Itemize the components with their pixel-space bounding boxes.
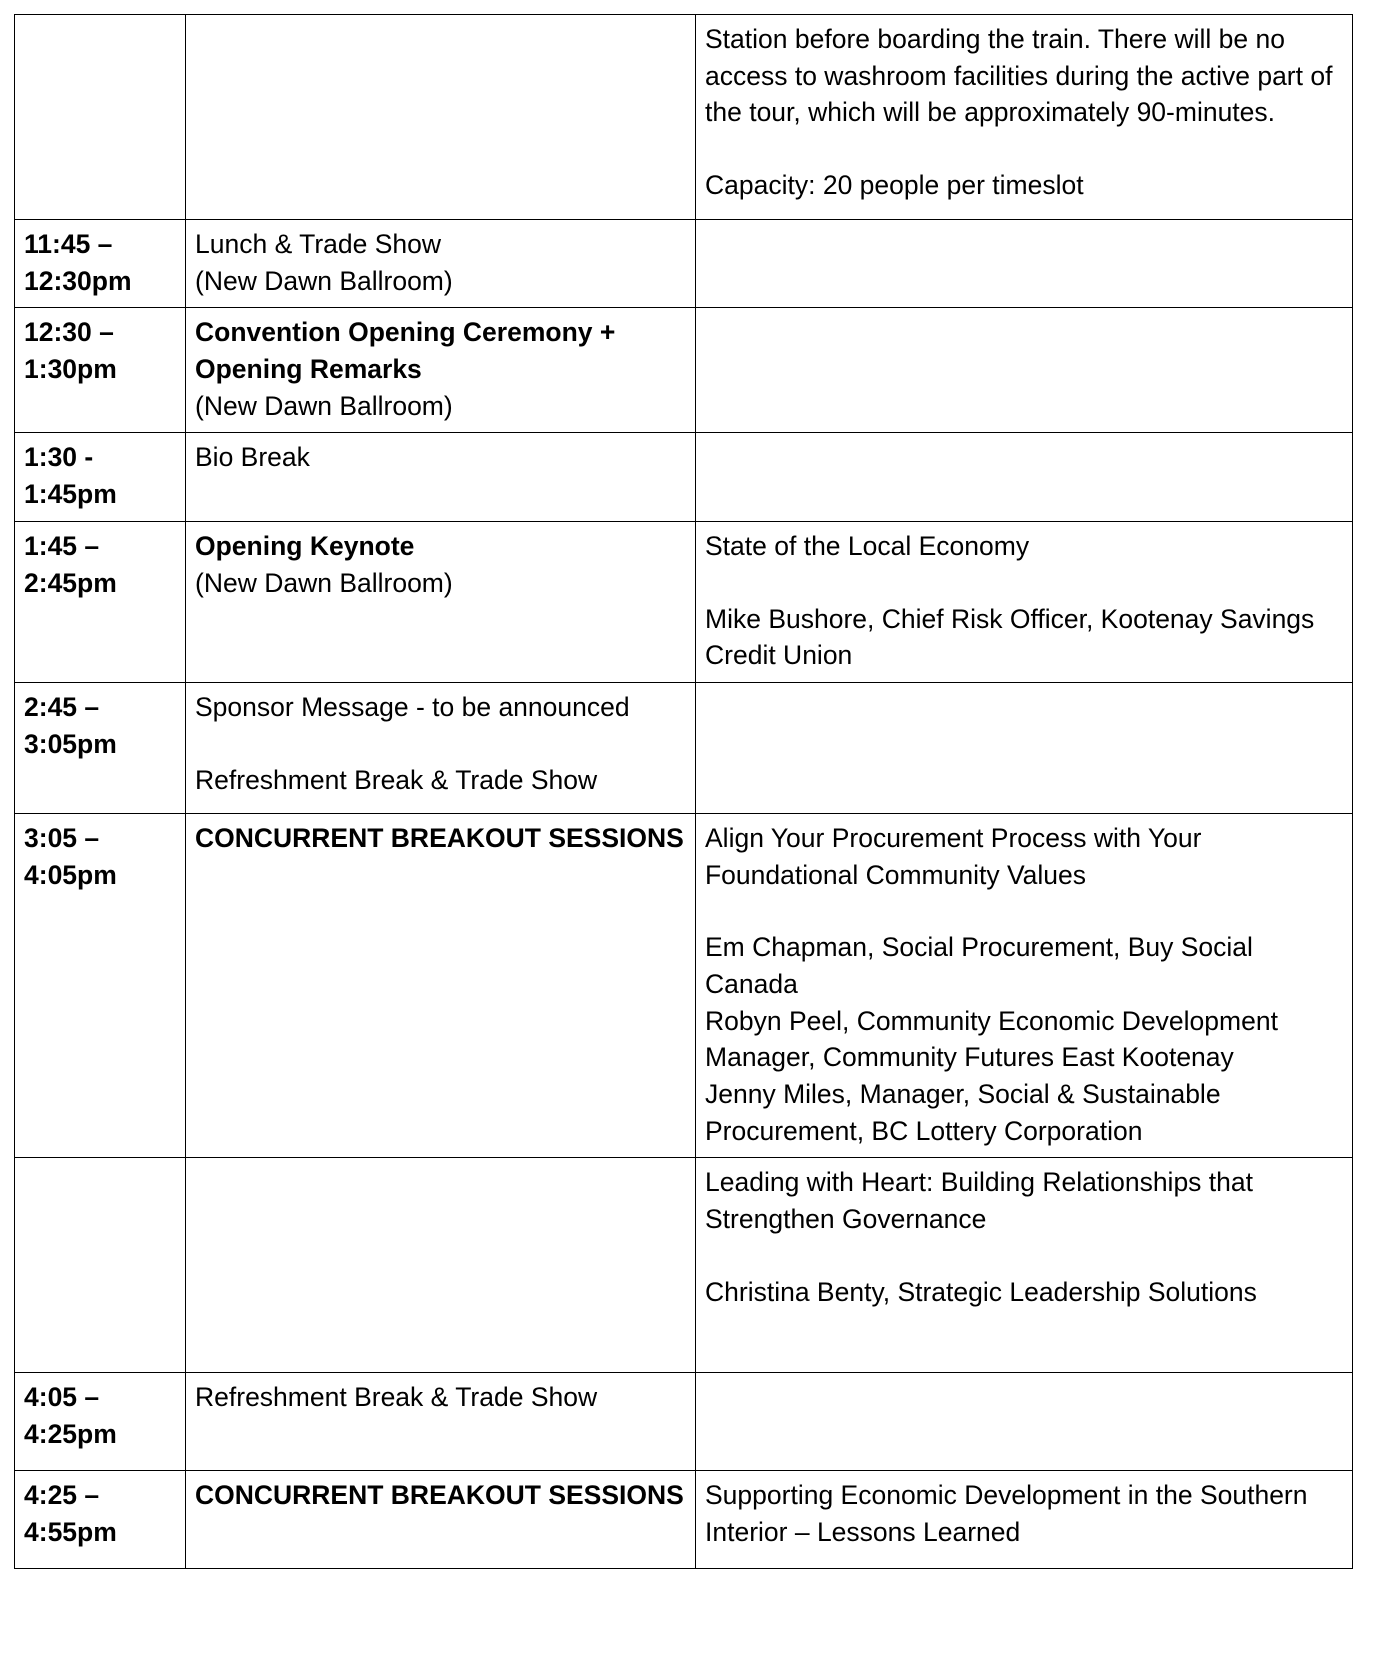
schedule-time-cell xyxy=(15,1471,186,1569)
cell-text-line: Mike Bushore, Chief Risk Officer, Kootenay Savings Credit Union xyxy=(705,603,1322,671)
cell-text-line xyxy=(705,565,1343,601)
schedule-time-cell xyxy=(15,220,186,308)
cell-text-line: 11:45 – xyxy=(24,229,113,259)
cell-text-line: Opening Keynote xyxy=(195,530,415,561)
cell-text-line: (New Dawn Ballroom) xyxy=(195,390,453,421)
cell-text-line: 4:05 – xyxy=(24,1382,100,1413)
schedule-title-cell xyxy=(186,15,696,220)
schedule-detail-cell xyxy=(696,682,1353,813)
cell-text-line: 1:45pm xyxy=(24,479,117,510)
table-row xyxy=(15,220,1353,308)
table-row xyxy=(15,521,1353,682)
cell-text-line xyxy=(195,726,686,762)
cell-text-line: Sponsor Message - to be announced xyxy=(195,691,630,722)
schedule-detail-cell xyxy=(696,521,1353,682)
schedule-title-cell xyxy=(186,220,696,308)
schedule-title-cell xyxy=(186,1373,696,1471)
schedule-time-cell xyxy=(15,521,186,682)
table-row xyxy=(15,1373,1353,1471)
schedule-table xyxy=(14,14,1353,1569)
cell-text-line: 3:05 – xyxy=(24,822,100,853)
cell-text-line: 3:05pm xyxy=(24,728,117,759)
cell-text-line: Christina Benty, Strategic Leadership Solutions xyxy=(705,1276,1257,1307)
cell-text-line: CONCURRENT BREAKOUT SESSIONS xyxy=(195,1480,684,1511)
schedule-title-cell xyxy=(186,682,696,813)
schedule-detail-cell xyxy=(696,15,1353,220)
schedule-time-cell xyxy=(15,1158,186,1373)
schedule-detail-cell xyxy=(696,433,1353,521)
table-row xyxy=(15,682,1353,813)
cell-text-line xyxy=(705,131,1343,167)
schedule-title-cell xyxy=(186,813,696,1158)
schedule-time-cell xyxy=(15,308,186,433)
cell-text-line: Bio Break xyxy=(195,442,310,473)
cell-text-line: 4:55pm xyxy=(24,1517,117,1548)
cell-text-line: Refreshment Break & Trade Show xyxy=(195,764,598,795)
cell-text-line: 2:45pm xyxy=(24,567,117,598)
cell-text-line: (New Dawn Ballroom) xyxy=(195,265,453,296)
schedule-detail-cell xyxy=(696,1373,1353,1471)
cell-text-line xyxy=(705,893,1343,929)
schedule-table-body xyxy=(15,15,1353,1569)
cell-text-line: Robyn Peel, Community Economic Development Manager, Community Futures East Kootenay xyxy=(705,1005,1286,1073)
cell-text-line: 1:30 - xyxy=(24,442,94,473)
schedule-title-cell xyxy=(186,1158,696,1373)
cell-text-line: Lunch & Trade Show xyxy=(195,229,442,259)
schedule-title-cell xyxy=(186,433,696,521)
table-row xyxy=(15,813,1353,1158)
schedule-detail-cell xyxy=(696,308,1353,433)
table-row xyxy=(15,308,1353,433)
schedule-detail-cell xyxy=(696,220,1353,308)
cell-text-line: 2:45 – xyxy=(24,691,100,722)
schedule-detail-cell xyxy=(696,813,1353,1158)
cell-text-line: Align Your Procurement Process with Your Foundational Community Values xyxy=(705,822,1209,890)
schedule-time-cell xyxy=(15,682,186,813)
table-row xyxy=(15,1471,1353,1569)
cell-text-line: 4:25pm xyxy=(24,1419,117,1450)
schedule-time-cell xyxy=(15,813,186,1158)
cell-text-line xyxy=(705,1238,1343,1274)
cell-text-line: 4:05pm xyxy=(24,859,117,890)
schedule-title-cell xyxy=(186,521,696,682)
cell-text-line: Leading with Heart: Building Relationships that Strengthen Governance xyxy=(705,1167,1261,1235)
cell-text-line: (New Dawn Ballroom) xyxy=(195,567,453,598)
cell-text-line: Convention Opening Ceremony + Opening Remarks xyxy=(195,317,623,385)
cell-text-line: Station before boarding the train. There will be no access to washroom facilities during the active part of the tour, which will be approximately 90-minutes. xyxy=(705,24,1340,128)
cell-text-line: CONCURRENT BREAKOUT SESSIONS xyxy=(195,822,684,853)
cell-text-line: State of the Local Economy xyxy=(705,530,1030,561)
cell-text-line: Refreshment Break & Trade Show xyxy=(195,1382,598,1413)
schedule-detail-cell xyxy=(696,1471,1353,1569)
schedule-title-cell xyxy=(186,308,696,433)
schedule-time-cell xyxy=(15,1373,186,1471)
cell-text-line: 4:25 – xyxy=(24,1480,100,1511)
table-row xyxy=(15,15,1353,220)
table-row xyxy=(15,433,1353,521)
schedule-time-cell xyxy=(15,15,186,220)
cell-text-line: Supporting Economic Development in the Southern Interior – Lessons Learned xyxy=(705,1480,1315,1548)
cell-text-line: 12:30pm xyxy=(24,265,132,296)
schedule-detail-cell xyxy=(696,1158,1353,1373)
cell-text-line: Em Chapman, Social Procurement, Buy Social Canada xyxy=(705,932,1261,999)
cell-text-line: 12:30 – xyxy=(24,317,114,348)
cell-text-line: Capacity: 20 people per timeslot xyxy=(705,170,1084,201)
schedule-time-cell xyxy=(15,433,186,521)
table-row xyxy=(15,1158,1353,1373)
schedule-title-cell xyxy=(186,1471,696,1569)
cell-text-line: 1:45 – xyxy=(24,530,100,561)
cell-text-line: Jenny Miles, Manager, Social & Sustainable Procurement, BC Lottery Corporation xyxy=(705,1079,1228,1146)
cell-text-line: 1:30pm xyxy=(24,354,117,385)
